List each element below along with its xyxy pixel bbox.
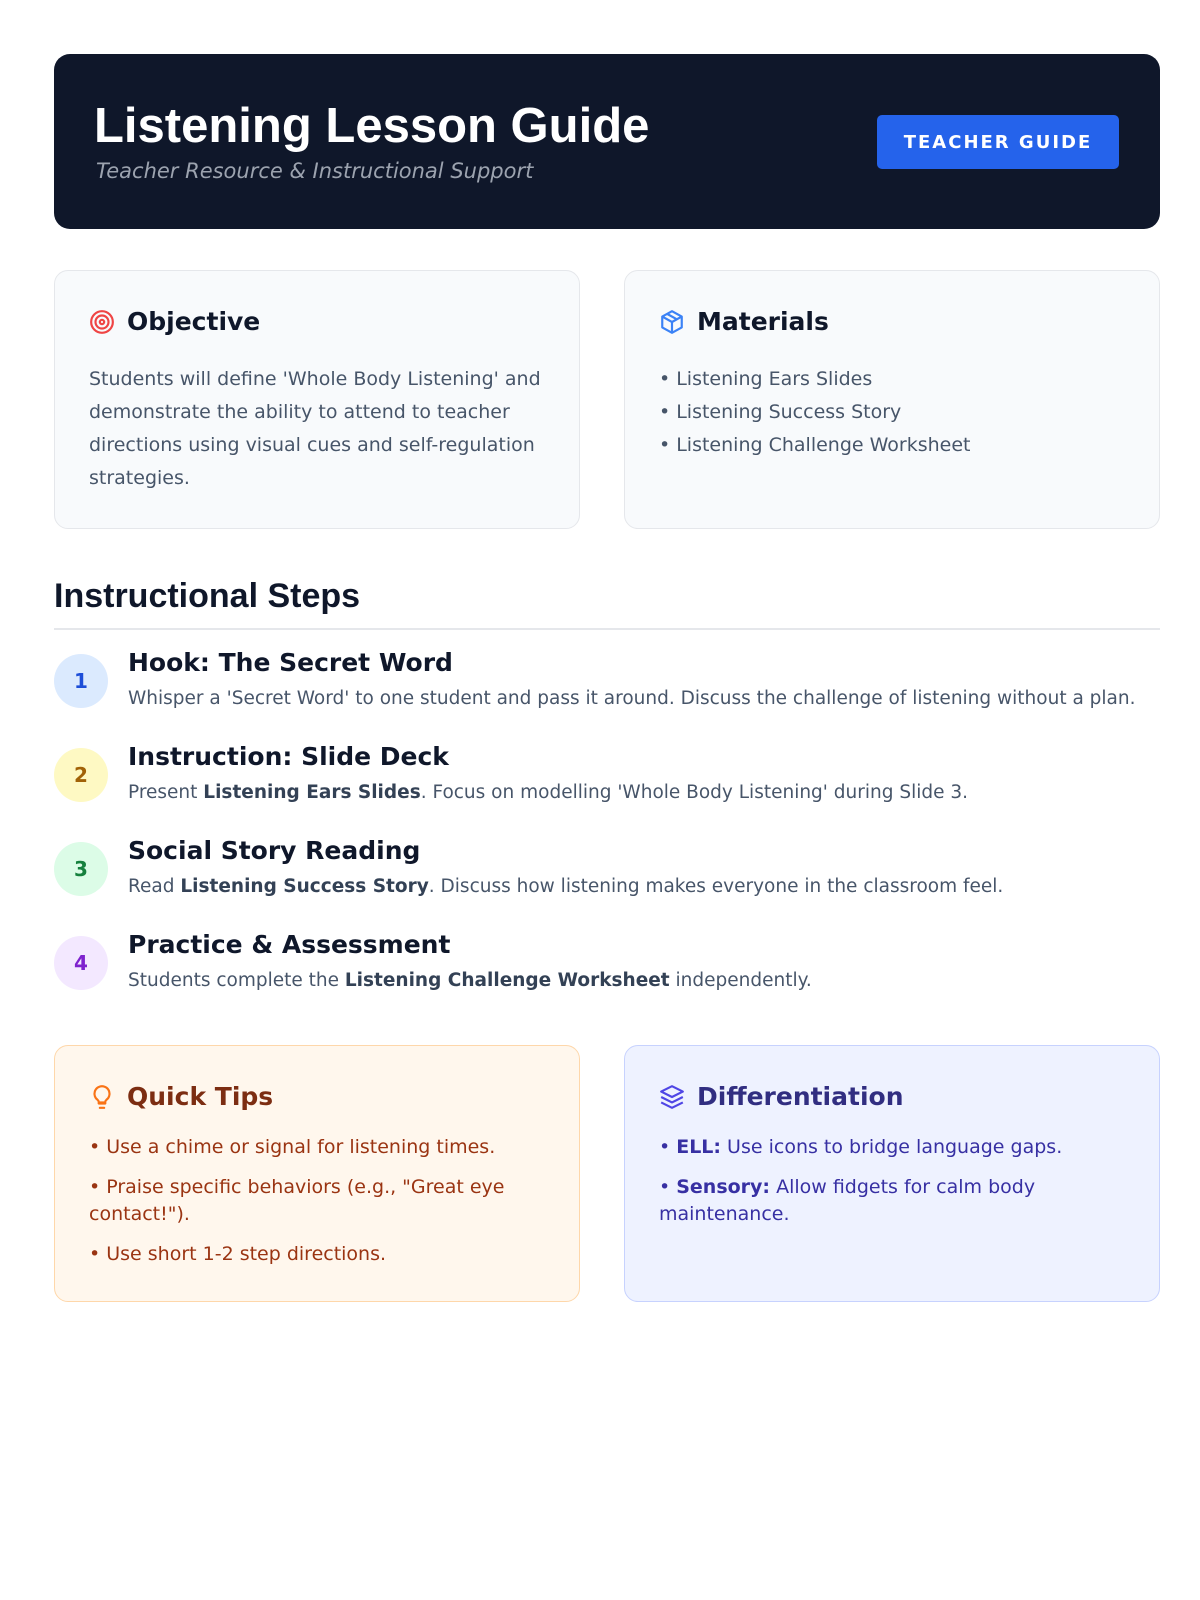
section-divider [54, 628, 1160, 630]
list-item: • ELL: Use icons to bridge language gaps. [659, 1134, 1135, 1161]
step-number-badge: 1 [54, 654, 108, 708]
step-number-badge: 4 [54, 936, 108, 990]
step-description: Present Listening Ears Slides. Focus on modelling 'Whole Body Listening' during Slide 3. [128, 782, 969, 803]
tips-list [89, 1134, 555, 1281]
step-title: Social Story Reading [128, 836, 421, 865]
lightbulb-icon [89, 1084, 115, 1110]
differentiation-title: Differentiation [697, 1082, 904, 1111]
differentiation-card [624, 1045, 1160, 1302]
section-title: Instructional Steps [54, 577, 361, 615]
step-number-badge: 3 [54, 842, 108, 896]
list-item: • Use short 1-2 step directions. [89, 1241, 555, 1268]
step-number-badge: 2 [54, 748, 108, 802]
quick-tips-title: Quick Tips [127, 1082, 274, 1111]
step-item [54, 930, 1174, 1016]
step-title: Hook: The Secret Word [128, 648, 453, 677]
objective-card [54, 270, 580, 529]
materials-list [659, 363, 1135, 462]
objective-title: Objective [127, 307, 261, 336]
objective-text: Students will define 'Whole Body Listening' and demonstrate the ability to attend to teacher directions using visual cues and self-regulation strategies. [89, 368, 541, 489]
step-item [54, 742, 1174, 828]
step-description: Read Listening Success Story. Discuss how listening makes everyone in the classroom feel. [128, 876, 1004, 897]
materials-card [624, 270, 1160, 529]
layers-icon [659, 1084, 685, 1110]
page-title: Listening Lesson Guide [94, 99, 650, 153]
step-item [54, 648, 1174, 734]
target-icon [89, 309, 115, 335]
step-description: Students complete the Listening Challenge Worksheet independently. [128, 970, 812, 991]
header-banner [54, 54, 1160, 229]
box-icon [659, 309, 685, 335]
list-item: • Listening Success Story [659, 396, 1135, 429]
teacher-guide-badge: TEACHER GUIDE [877, 115, 1119, 169]
step-description: Whisper a 'Secret Word' to one student and pass it around. Discuss the challenge of listening without a plan. [128, 688, 1136, 709]
step-item [54, 836, 1174, 922]
differentiation-list [659, 1134, 1135, 1241]
list-item: • Praise specific behaviors (e.g., "Great eye contact!"). [89, 1174, 555, 1228]
step-title: Instruction: Slide Deck [128, 742, 449, 771]
step-title: Practice & Assessment [128, 930, 451, 959]
materials-title: Materials [697, 307, 829, 336]
page-subtitle: Teacher Resource & Instructional Support [96, 159, 534, 183]
list-item: • Sensory: Allow fidgets for calm body maintenance. [659, 1174, 1135, 1228]
quick-tips-card [54, 1045, 580, 1302]
list-item: • Listening Ears Slides [659, 363, 1135, 396]
list-item: • Use a chime or signal for listening times. [89, 1134, 555, 1161]
list-item: • Listening Challenge Worksheet [659, 429, 1135, 462]
